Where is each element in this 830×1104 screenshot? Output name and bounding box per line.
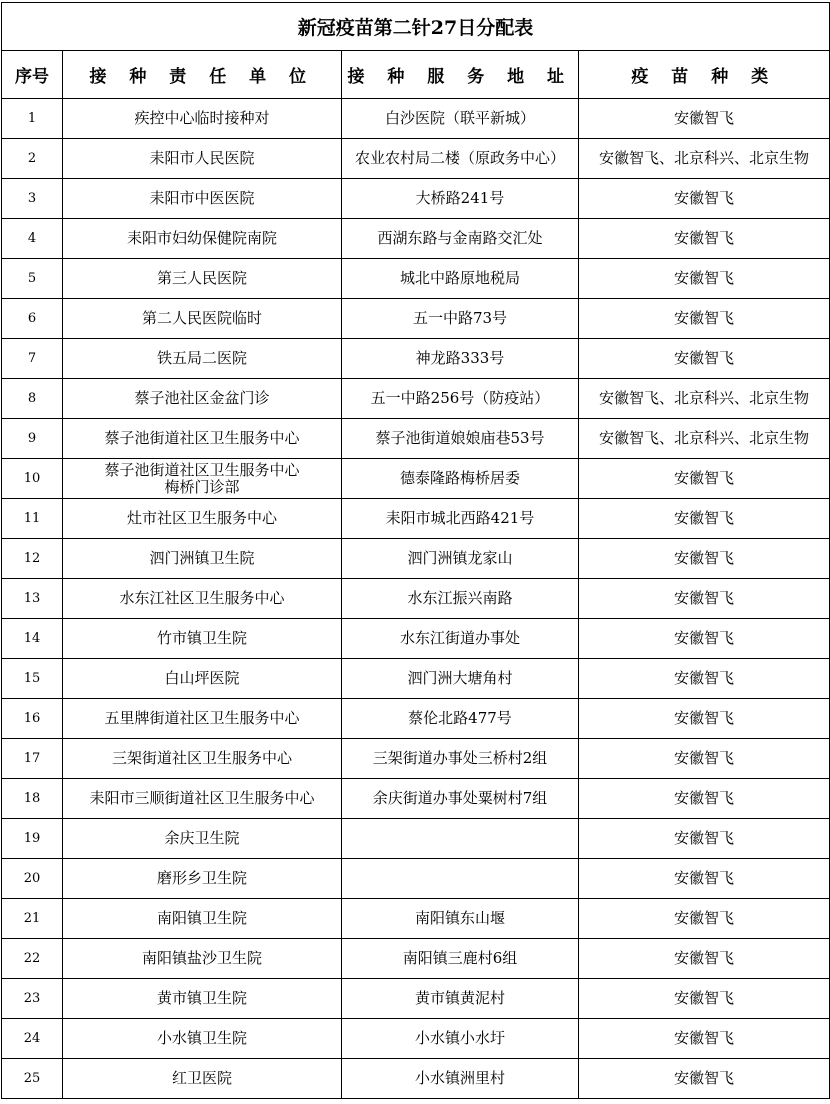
row-unit: 南阳镇盐沙卫生院	[63, 939, 342, 979]
row-address	[342, 859, 579, 899]
row-address: 大桥路241号	[342, 179, 579, 219]
row-unit: 疾控中心临时接种对	[63, 99, 342, 139]
row-number: 9	[2, 419, 63, 459]
row-unit: 耒阳市人民医院	[63, 139, 342, 179]
row-vaccine: 安徽智飞、北京科兴、北京生物	[579, 379, 830, 419]
row-vaccine: 安徽智飞、北京科兴、北京生物	[579, 139, 830, 179]
row-number: 5	[2, 259, 63, 299]
table-row	[2, 619, 830, 659]
table-row	[2, 539, 830, 579]
row-vaccine: 安徽智飞	[579, 219, 830, 259]
row-unit-line1: 蔡子池街道社区卫生服务中心	[104, 460, 300, 479]
table-row	[2, 699, 830, 739]
row-number: 7	[2, 339, 63, 379]
header-unit: 接 种 责 任 单 位	[63, 51, 342, 99]
row-number: 3	[2, 179, 63, 219]
table-row	[2, 939, 830, 979]
row-unit: 灶市社区卫生服务中心	[63, 499, 342, 539]
row-address: 三架街道办事处三桥村2组	[342, 739, 579, 779]
row-address: 黄市镇黄泥村	[342, 979, 579, 1019]
table-row	[2, 179, 830, 219]
row-vaccine: 安徽智飞	[579, 539, 830, 579]
row-unit: 耒阳市三顺街道社区卫生服务中心	[63, 779, 342, 819]
row-unit: 磨形乡卫生院	[63, 859, 342, 899]
table-row	[2, 219, 830, 259]
row-vaccine: 安徽智飞	[579, 659, 830, 699]
table-row	[2, 339, 830, 379]
table-row	[2, 1059, 830, 1099]
table-row	[2, 1019, 830, 1059]
row-vaccine: 安徽智飞	[579, 939, 830, 979]
row-address: 小水镇小水圩	[342, 1019, 579, 1059]
row-unit: 蔡子池街道社区卫生服务中心	[63, 419, 342, 459]
row-address: 白沙医院（联平新城）	[342, 99, 579, 139]
row-unit: 第二人民医院临时	[63, 299, 342, 339]
row-unit: 铁五局二医院	[63, 339, 342, 379]
table-row	[2, 419, 830, 459]
table-row	[2, 259, 830, 299]
table-row	[2, 99, 830, 139]
row-vaccine: 安徽智飞	[579, 499, 830, 539]
table-row	[2, 819, 830, 859]
title-row	[2, 3, 830, 51]
row-vaccine: 安徽智飞	[579, 619, 830, 659]
row-vaccine: 安徽智飞	[579, 1019, 830, 1059]
table-row	[2, 379, 830, 419]
row-address: 耒阳市城北西路421号	[342, 499, 579, 539]
header-address: 接 种 服 务 地 址	[342, 51, 579, 99]
row-vaccine: 安徽智飞	[579, 859, 830, 899]
row-vaccine: 安徽智飞	[579, 459, 830, 499]
row-number: 20	[2, 859, 63, 899]
row-unit: 余庆卫生院	[63, 819, 342, 859]
table-row	[2, 899, 830, 939]
row-vaccine: 安徽智飞	[579, 899, 830, 939]
row-address: 西湖东路与金南路交汇处	[342, 219, 579, 259]
row-unit: 五里牌街道社区卫生服务中心	[63, 699, 342, 739]
table-body	[2, 99, 830, 1099]
row-address: 南阳镇东山堰	[342, 899, 579, 939]
header-row	[2, 51, 830, 99]
row-number: 17	[2, 739, 63, 779]
row-unit: 南阳镇卫生院	[63, 899, 342, 939]
row-unit: 红卫医院	[63, 1059, 342, 1099]
row-unit: 小水镇卫生院	[63, 1019, 342, 1059]
row-unit: 黄市镇卫生院	[63, 979, 342, 1019]
row-address: 蔡伦北路477号	[342, 699, 579, 739]
table-row	[2, 579, 830, 619]
row-vaccine: 安徽智飞	[579, 979, 830, 1019]
row-address: 五一中路256号（防疫站）	[342, 379, 579, 419]
row-unit: 耒阳市妇幼保健院南院	[63, 219, 342, 259]
header-no: 序号	[2, 51, 63, 99]
row-number: 12	[2, 539, 63, 579]
row-vaccine: 安徽智飞	[579, 779, 830, 819]
row-number: 11	[2, 499, 63, 539]
table-row	[2, 659, 830, 699]
row-unit	[63, 459, 342, 499]
row-number: 23	[2, 979, 63, 1019]
row-vaccine: 安徽智飞	[579, 1059, 830, 1099]
row-address: 余庆街道办事处粟树村7组	[342, 779, 579, 819]
table-row	[2, 459, 830, 499]
row-unit: 竹市镇卫生院	[63, 619, 342, 659]
row-unit-line2: 梅桥门诊部	[164, 477, 240, 496]
row-unit: 蔡子池社区金盆门诊	[63, 379, 342, 419]
row-address	[342, 819, 579, 859]
row-number: 16	[2, 699, 63, 739]
row-vaccine: 安徽智飞	[579, 739, 830, 779]
table-row	[2, 739, 830, 779]
row-vaccine: 安徽智飞	[579, 259, 830, 299]
table-row	[2, 859, 830, 899]
row-address: 德泰隆路梅桥居委	[342, 459, 579, 499]
row-address: 小水镇洲里村	[342, 1059, 579, 1099]
row-number: 1	[2, 99, 63, 139]
row-unit: 水东江社区卫生服务中心	[63, 579, 342, 619]
row-unit: 白山坪医院	[63, 659, 342, 699]
table-row	[2, 139, 830, 179]
row-address: 蔡子池街道娘娘庙巷53号	[342, 419, 579, 459]
row-number: 22	[2, 939, 63, 979]
row-number: 25	[2, 1059, 63, 1099]
row-number: 24	[2, 1019, 63, 1059]
row-vaccine: 安徽智飞	[579, 99, 830, 139]
row-unit: 耒阳市中医医院	[63, 179, 342, 219]
row-vaccine: 安徽智飞	[579, 339, 830, 379]
row-number: 14	[2, 619, 63, 659]
row-address: 五一中路73号	[342, 299, 579, 339]
row-unit: 泗门洲镇卫生院	[63, 539, 342, 579]
row-number: 18	[2, 779, 63, 819]
table-title: 新冠疫苗第二针27日分配表	[2, 3, 830, 51]
row-address: 泗门洲大塘角村	[342, 659, 579, 699]
row-number: 13	[2, 579, 63, 619]
row-number: 4	[2, 219, 63, 259]
row-vaccine: 安徽智飞	[579, 699, 830, 739]
row-vaccine: 安徽智飞	[579, 179, 830, 219]
row-number: 6	[2, 299, 63, 339]
row-vaccine: 安徽智飞、北京科兴、北京生物	[579, 419, 830, 459]
row-unit: 第三人民医院	[63, 259, 342, 299]
table-row	[2, 299, 830, 339]
row-number: 10	[2, 459, 63, 499]
row-number: 2	[2, 139, 63, 179]
row-address: 水东江振兴南路	[342, 579, 579, 619]
allocation-table	[1, 2, 830, 1099]
table-row	[2, 779, 830, 819]
row-address: 神龙路333号	[342, 339, 579, 379]
row-address: 南阳镇三鹿村6组	[342, 939, 579, 979]
row-address: 水东江街道办事处	[342, 619, 579, 659]
row-number: 8	[2, 379, 63, 419]
row-address: 泗门洲镇龙家山	[342, 539, 579, 579]
row-address: 城北中路原地税局	[342, 259, 579, 299]
table-row	[2, 979, 830, 1019]
row-unit: 三架街道社区卫生服务中心	[63, 739, 342, 779]
table-row	[2, 499, 830, 539]
row-number: 21	[2, 899, 63, 939]
row-vaccine: 安徽智飞	[579, 819, 830, 859]
row-number: 19	[2, 819, 63, 859]
header-vaccine: 疫 苗 种 类	[579, 51, 830, 99]
row-vaccine: 安徽智飞	[579, 579, 830, 619]
row-number: 15	[2, 659, 63, 699]
row-vaccine: 安徽智飞	[579, 299, 830, 339]
row-address: 农业农村局二楼（原政务中心）	[342, 139, 579, 179]
